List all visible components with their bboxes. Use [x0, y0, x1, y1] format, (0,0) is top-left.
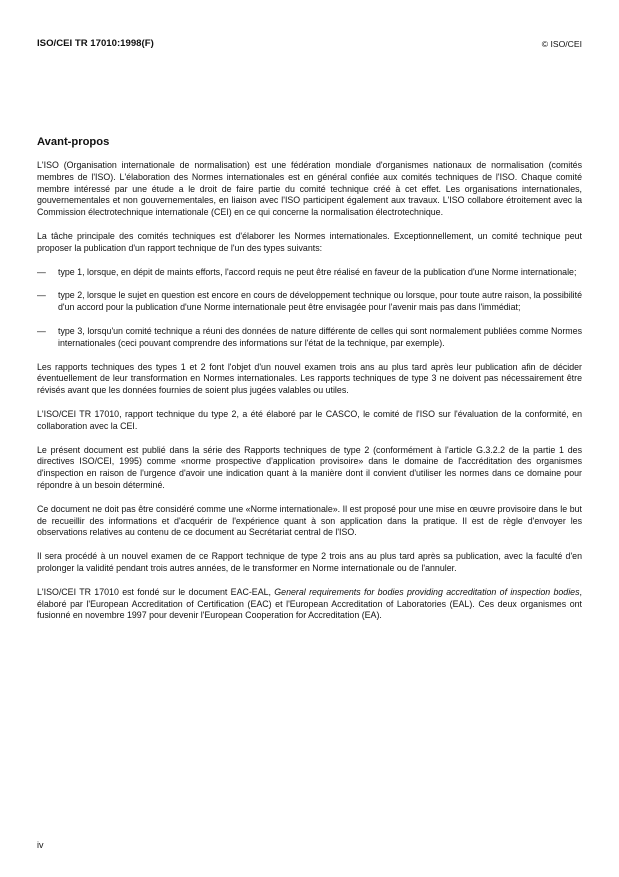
list-item-text: type 3, lorsqu'un comité technique a réuni des données de nature différente de celles qui sont normalement publiées comme Normes internationales (ceci pouvant comprendre des informations sur l'état de la technique, par exemple). — [58, 325, 582, 348]
document-id: ISO/CEI TR 17010:1998(F) — [37, 38, 154, 49]
document-title-italic: General requirements for bodies providing accreditation of inspection bodies — [274, 586, 580, 597]
list-item — [37, 267, 582, 279]
list-item-text: type 1, lorsque, en dépit de maints efforts, l'accord requis ne peut être réalisé en faveur de la publication d'une Norme internationale; — [58, 266, 577, 277]
copyright: © ISO/CEI — [541, 39, 582, 49]
paragraph: Il sera procédé à un nouvel examen de ce Rapport technique de type 2 trois ans au plus tard après sa publication, avec la faculté d'en prolonger la validité pendant trois autres années, de le transformer en Norme internationale ou de l'annuler. — [37, 551, 582, 573]
list-item-text: type 2, lorsque le sujet en question est encore en cours de développement technique ou lorsque, pour toute autre raison, la possibilité d'un accord pour la publication d'une Norme internationale peut être envisagée pour l'avenir mais pas dans l'immédiat; — [58, 290, 582, 313]
page-number: iv — [37, 840, 44, 850]
paragraph: Le présent document est publié dans la série des Rapports techniques de type 2 (conformément à l'article G.3.2.2 de la partie 1 des directives ISO/CEI, 1995) comme «norme prospective d'application provisoire» dans le domaine de l'accréditation des organismes d'inspection en raison de l'urgence d'avoir une indication quant à la manière dont il convient d'utiliser les normes dans ce domaine pour répondre à un besoin déterminé. — [37, 444, 582, 490]
dash-bullet: — — [37, 266, 46, 277]
paragraph: Ce document ne doit pas être considéré comme une «Norme internationale». Il est proposé pour une mise en œuvre provisoire dans le but de recueillir des informations et d'acquérir de l'expérience quant à son application dans la pratique. Il est de règle d'envoyer les observations relatives au contenu de ce document au Secrétariat central de l'ISO. — [37, 503, 582, 538]
list-item — [37, 290, 582, 314]
section-title: Avant-propos — [37, 136, 110, 148]
list-item — [37, 326, 582, 350]
document-body — [37, 160, 582, 634]
paragraph: Les rapports techniques des types 1 et 2 font l'objet d'un nouvel examen trois ans au plus tard après leur publication afin de décider éventuellement de leur transformation en Normes internationales. Les rapports techniques de type 3 ne doivent pas nécessairement être révisés avant que les données fournies de soient plus jugées valables ou utiles. — [37, 361, 582, 396]
paragraph — [37, 587, 582, 622]
dash-bullet: — — [37, 290, 46, 301]
dash-bullet: — — [37, 325, 46, 336]
paragraph: L'ISO (Organisation internationale de normalisation) est une fédération mondiale d'organismes nationaux de normalisation (comités membres de l'ISO). L'élaboration des Normes internationales est en général confiée aux comités techniques de l'ISO. Chaque comité membre intéressé par une étude a le droit de faire partie du comité technique créé à cet effet. Les organisations internationales, gouvernementales et non gouvernementales, en liaison avec l'ISO participent également aux travaux. L'ISO collabore étroitement avec la Commission électrotechnique internationale (CEI) en ce qui concerne la normalisation électrotechnique. — [37, 160, 582, 218]
paragraph: La tâche principale des comités techniques est d'élaborer les Normes internationales. Exceptionnellement, un comité technique peut proposer la publication d'un rapport technique de l'un des types suivants: — [37, 230, 582, 253]
paragraph-text: L'ISO/CEI TR 17010 est fondé sur le document EAC-EAL, — [37, 586, 275, 597]
paragraph-text: , élaboré par l'European Accreditation of Certification (EAC) et l'European Accreditation of Laboratories (EAL). Ces deux organismes ont fusionné en novembre 1997 pour devenir l'European Cooperation for Accreditation (EA). — [37, 586, 582, 621]
paragraph: L'ISO/CEI TR 17010, rapport technique du type 2, a été élaboré par le CASCO, le comité de l'ISO sur l'évaluation de la conformité, en collaboration avec la CEI. — [37, 408, 582, 431]
